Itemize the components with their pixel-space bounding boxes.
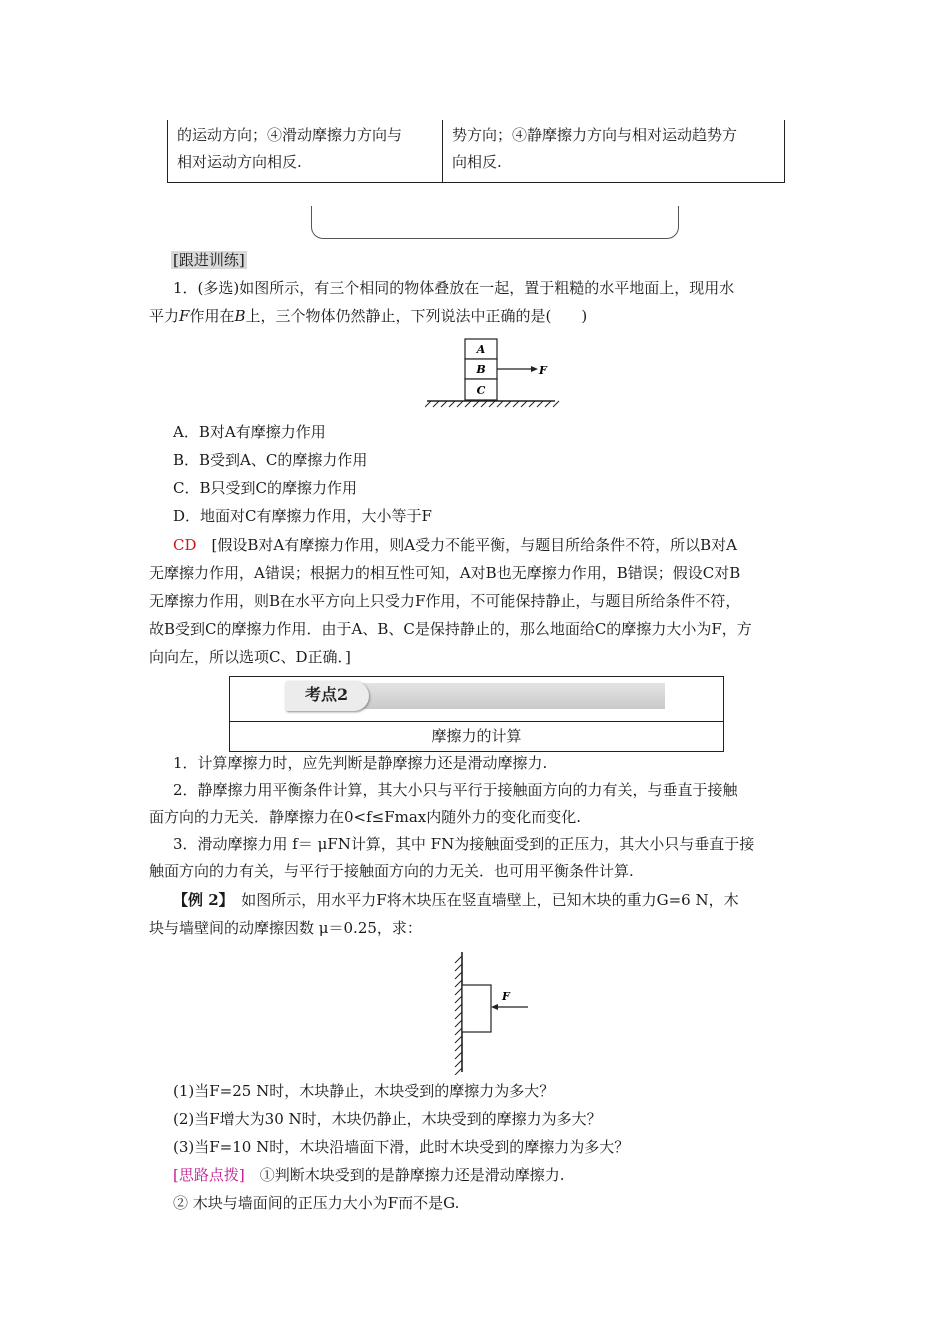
answer-line-1: CD [假设B对A有摩擦力作用，则A受力不能平衡，与题目所给条件不符，所以B对A [173,536,737,554]
force-arrow-head [531,366,538,372]
explanation-line-3: 无摩擦力作用，则B在水平方向上只受力F作用，不可能保持静止，与题目所给条件不符， [149,592,741,610]
wooden-block [462,985,491,1032]
point-3-line-2: 触面方向的力有关，与平行于接触面方向的力无关．也可用平衡条件计算. [149,862,634,880]
kaodian-label: 考点2 [305,685,349,704]
kaodian-header-box [229,676,724,752]
explanation-line-4: 故B受到C的摩擦力作用．由于A、B、C是保持静止的，那么地面给C的摩擦力大小为F，方 [149,620,752,638]
hint-line-1: [思路点拨] ①判断木块受到的是静摩擦力还是滑动摩擦力. [173,1166,565,1184]
example-2-line-2: 块与墙壁间的动摩擦因数 μ＝0.25，求： [149,919,422,937]
point-2-line-1: 2．静摩擦力用平衡条件计算，其大小只与平行于接触面方向的力有关，与垂直于接触 [173,781,738,799]
push-force-label: F [502,990,510,1003]
ground-hatching [425,401,559,407]
table-left-line-1: 的运动方向；④滑动摩擦力方向与 [177,126,403,144]
question-1-line-2: 平力F作用在B上，三个物体仍然静止，下列说法中正确的是( ) [149,307,588,325]
hint-line-2: ② 木块与墙面间的正压力大小为F而不是G. [173,1194,460,1212]
option-a: A．B对A有摩擦力作用 [173,423,326,441]
block-b-label: B [476,363,486,376]
table-right-line-1: 势方向；④静摩擦力方向与相对运动趋势方 [452,126,738,144]
explanation-line-2: 无摩擦力作用，A错误；根据力的相互性可知，A对B也无摩擦力作用，B错误；假设C对B [149,564,741,582]
push-force-arrowhead [491,1004,498,1010]
block-c-label: C [476,384,486,397]
force-label: F [539,364,547,377]
wall-block-figure [450,950,540,1075]
practice-tag: [跟进训练] [173,251,245,269]
sub-question-3: (3)当F=10 N时，木块沿墙面下滑，此时木块受到的摩擦力为多大？ [173,1138,630,1156]
explanation-line-5: 向向左，所以选项C、D正确．] [149,648,351,666]
example-2-line-1: 【例 2】 如图所示，用水平力F将木块压在竖直墙壁上，已知木块的重力G=6 N，木 [173,891,739,909]
table-column-divider [442,120,443,182]
sub-question-2: (2)当F增大为30 N时，木块仍静止，木块受到的摩擦力为多大？ [173,1110,602,1128]
decorative-bracket [311,206,679,239]
hint-tag: [思路点拨] [173,1166,245,1184]
wall-hatching [455,956,462,1075]
kaodian-divider [230,721,723,722]
table-right-line-2: 向相反. [452,153,502,171]
point-2-line-2: 面方向的力无关．静摩擦力在0<f≤Fmax内随外力的变化而变化. [149,808,582,826]
kaodian-title: 摩擦力的计算 [431,727,522,745]
option-c: C．B只受到C的摩擦力作用 [173,479,357,497]
sub-question-1: (1)当F=25 N时，木块静止，木块受到的摩擦力为多大？ [173,1082,555,1100]
option-d: D．地面对C有摩擦力作用，大小等于F [173,507,432,525]
point-1: 1．计算摩擦力时，应先判断是静摩擦力还是滑动摩擦力. [173,754,548,772]
question-1-line-1: 1．(多选)如图所示，有三个相同的物体叠放在一起，置于粗糙的水平地面上，现用水 [173,279,735,297]
answer-key: CD [173,536,197,554]
option-b: B．B受到A、C的摩擦力作用 [173,451,368,469]
point-3-line-1: 3．滑动摩擦力用 f＝ μFN计算，其中 FN为接触面受到的正压力，其大小只与垂直于接 [173,835,755,853]
table-left-line-2: 相对运动方向相反. [177,153,302,171]
block-a-label: A [476,343,486,356]
stacked-blocks-figure [425,335,560,410]
example-2-tag: 【例 2】 [173,891,227,909]
comparison-table-fragment [167,120,785,183]
